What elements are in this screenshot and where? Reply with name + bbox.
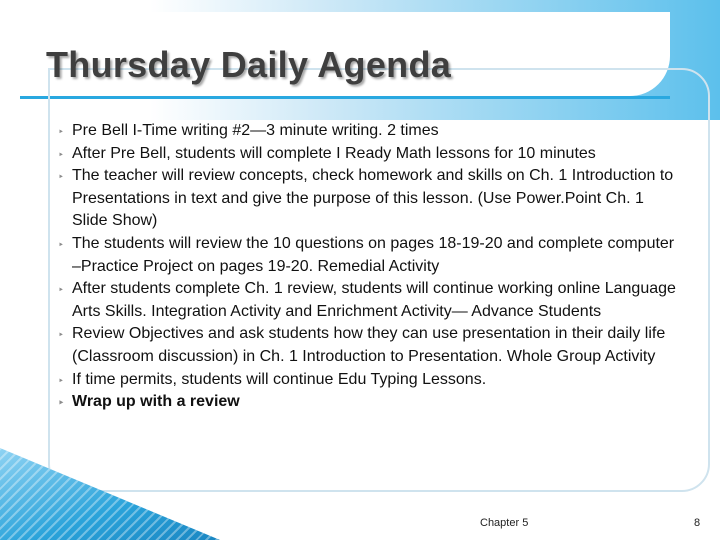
agenda-item-text: After Pre Bell, students will complete I Ready Math lessons for 10 minutes: [72, 144, 596, 162]
agenda-item-text: If time permits, students will continue Edu Typing Lessons.: [72, 370, 487, 388]
agenda-item: [58, 369, 678, 392]
agenda-item: [58, 120, 678, 143]
agenda-list: [58, 120, 678, 414]
agenda-item-text: Pre Bell I-Time writing #2—3 minute writing. 2 times: [72, 122, 439, 139]
footer-chapter: Chapter 5: [480, 517, 529, 529]
agenda-item-text: The students will review the 10 questions on pages 18-19-20 and complete computer –Practice Project on pages 19-20. Remedial Activity: [72, 234, 675, 275]
bullet-icon: ‣: [58, 127, 64, 138]
agenda-item: [58, 278, 678, 323]
bullet-icon: ‣: [58, 330, 64, 342]
agenda-item: [58, 233, 678, 278]
agenda-item-text: The teacher will review concepts, check homework and skills on Ch. 1 Introduction to Presentations in text and give the purpose of this lesson. (Use Power.Point Ch. 1 Slide Show): [72, 167, 674, 230]
bullet-icon: ‣: [58, 172, 64, 184]
slide-title: Thursday Daily Agenda: [46, 44, 452, 85]
page-number: 8: [694, 517, 701, 529]
bullet-icon: ‣: [58, 285, 64, 297]
agenda-item-text: Review Objectives and ask students how they can use presentation in their daily life (Classroom discussion) in Ch. 1 Introduction to Presentation. Whole Group Activity: [72, 325, 666, 365]
bullet-icon: ‣: [58, 375, 64, 387]
agenda-item: [58, 323, 678, 368]
agenda-item: [58, 143, 678, 166]
agenda-item: [58, 391, 678, 414]
agenda-item-text: Wrap up with a review: [72, 393, 240, 411]
agenda-item-text: After students complete Ch. 1 review, students will continue working online Language Arts Skills. Integration Activity and Enrichment Activity— Advance Students: [72, 280, 676, 320]
agenda-item: [58, 165, 678, 233]
bullet-icon: ‣: [58, 149, 64, 161]
bullet-icon: ‣: [58, 239, 64, 251]
bullet-icon: ‣: [58, 398, 65, 410]
